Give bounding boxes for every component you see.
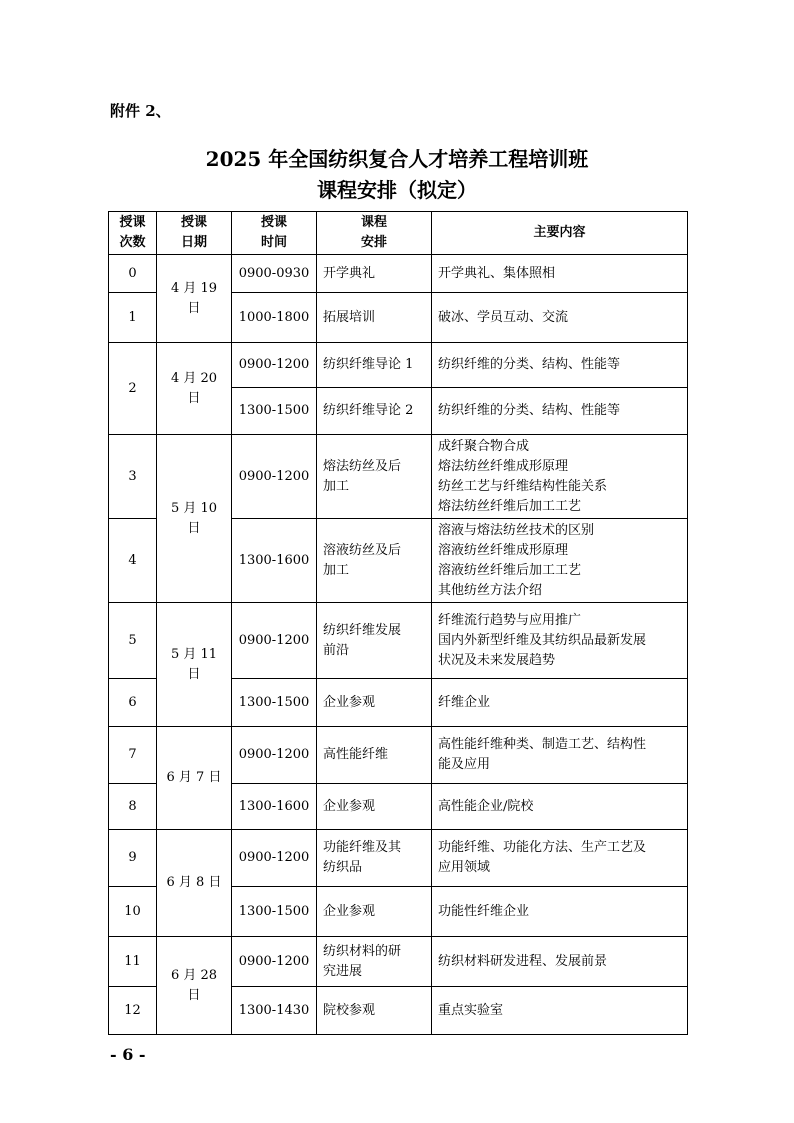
course-name: 熔法纺丝及后 加工 xyxy=(317,435,432,519)
session-time: 0900-1200 xyxy=(232,343,317,388)
course-content: 纤维流行趋势与应用推广 国内外新型纤维及其纺织品最新发展 状况及未来发展趋势 xyxy=(432,603,688,679)
session-date: 5 月 10 日 xyxy=(157,435,232,603)
session-time: 0900-1200 xyxy=(232,937,317,987)
table-row xyxy=(109,255,688,293)
course-name: 纺织纤维导论 2 xyxy=(317,388,432,435)
table-row xyxy=(109,727,688,784)
course-content: 高性能纤维种类、制造工艺、结构性 能及应用 xyxy=(432,727,688,784)
course-content: 功能性纤维企业 xyxy=(432,887,688,937)
session-date: 4 月 20 日 xyxy=(157,343,232,435)
header-session-number: 授课 次数 xyxy=(109,212,157,255)
course-name: 企业参观 xyxy=(317,784,432,830)
session-time: 1300-1500 xyxy=(232,887,317,937)
course-content: 纺织材料研发进程、发展前景 xyxy=(432,937,688,987)
course-content: 破冰、学员互动、交流 xyxy=(432,293,688,343)
header-time: 授课 时间 xyxy=(232,212,317,255)
session-time: 0900-1200 xyxy=(232,435,317,519)
course-name: 纺织纤维发展 前沿 xyxy=(317,603,432,679)
session-number: 8 xyxy=(109,784,157,830)
session-time: 1300-1500 xyxy=(232,388,317,435)
session-date: 6 月 8 日 xyxy=(157,830,232,937)
course-content: 高性能企业/院校 xyxy=(432,784,688,830)
session-time: 0900-0930 xyxy=(232,255,317,293)
course-content: 溶液与熔法纺丝技术的区别 溶液纺丝纤维成形原理 溶液纺丝纤维后加工工艺 其他纺丝方法介绍 xyxy=(432,519,688,603)
document-title: 2025 年全国纺织复合人才培养工程培训班 xyxy=(205,147,589,171)
session-number: 10 xyxy=(109,887,157,937)
course-name: 纺织纤维导论 1 xyxy=(317,343,432,388)
session-time: 1300-1500 xyxy=(232,679,317,727)
course-content: 纤维企业 xyxy=(432,679,688,727)
document-subtitle: 课程安排（拟定） xyxy=(317,178,477,202)
course-content: 纺织纤维的分类、结构、性能等 xyxy=(432,388,688,435)
course-name: 拓展培训 xyxy=(317,293,432,343)
session-number: 0 xyxy=(109,255,157,293)
session-number: 6 xyxy=(109,679,157,727)
session-time: 1300-1600 xyxy=(232,519,317,603)
session-date: 4 月 19 日 xyxy=(157,255,232,343)
header-main-content: 主要内容 xyxy=(432,212,688,255)
course-name: 溶液纺丝及后 加工 xyxy=(317,519,432,603)
course-content: 纺织纤维的分类、结构、性能等 xyxy=(432,343,688,388)
table-row xyxy=(109,603,688,679)
table-row xyxy=(109,937,688,987)
session-time: 0900-1200 xyxy=(232,830,317,887)
course-content: 重点实验室 xyxy=(432,987,688,1035)
session-time: 1000-1800 xyxy=(232,293,317,343)
session-date: 6 月 7 日 xyxy=(157,727,232,830)
course-name: 企业参观 xyxy=(317,887,432,937)
table-row xyxy=(109,343,688,388)
session-date: 5 月 11 日 xyxy=(157,603,232,727)
session-number: 3 xyxy=(109,435,157,519)
course-name: 开学典礼 xyxy=(317,255,432,293)
table-row xyxy=(109,435,688,519)
course-name: 院校参观 xyxy=(317,987,432,1035)
course-schedule-table xyxy=(108,211,688,1035)
header-course: 课程 安排 xyxy=(317,212,432,255)
page-number: - 6 - xyxy=(110,1045,146,1064)
header-date: 授课 日期 xyxy=(157,212,232,255)
session-date: 6 月 28 日 xyxy=(157,937,232,1035)
session-number: 12 xyxy=(109,987,157,1035)
session-number: 1 xyxy=(109,293,157,343)
course-content: 开学典礼、集体照相 xyxy=(432,255,688,293)
session-number: 9 xyxy=(109,830,157,887)
session-time: 1300-1430 xyxy=(232,987,317,1035)
session-number: 11 xyxy=(109,937,157,987)
session-number: 2 xyxy=(109,343,157,435)
table-row xyxy=(109,830,688,887)
course-name: 企业参观 xyxy=(317,679,432,727)
session-number: 5 xyxy=(109,603,157,679)
session-time: 0900-1200 xyxy=(232,603,317,679)
table-header-row xyxy=(109,212,688,255)
session-number: 7 xyxy=(109,727,157,784)
session-time: 1300-1600 xyxy=(232,784,317,830)
course-name: 纺织材料的研 究进展 xyxy=(317,937,432,987)
session-number: 4 xyxy=(109,519,157,603)
course-content: 成纤聚合物合成 熔法纺丝纤维成形原理 纺丝工艺与纤维结构性能关系 熔法纺丝纤维后加工工艺 xyxy=(432,435,688,519)
course-content: 功能纤维、功能化方法、生产工艺及 应用领域 xyxy=(432,830,688,887)
course-name: 功能纤维及其 纺织品 xyxy=(317,830,432,887)
attachment-label: 附件 2、 xyxy=(110,102,171,120)
session-time: 0900-1200 xyxy=(232,727,317,784)
course-name: 高性能纤维 xyxy=(317,727,432,784)
